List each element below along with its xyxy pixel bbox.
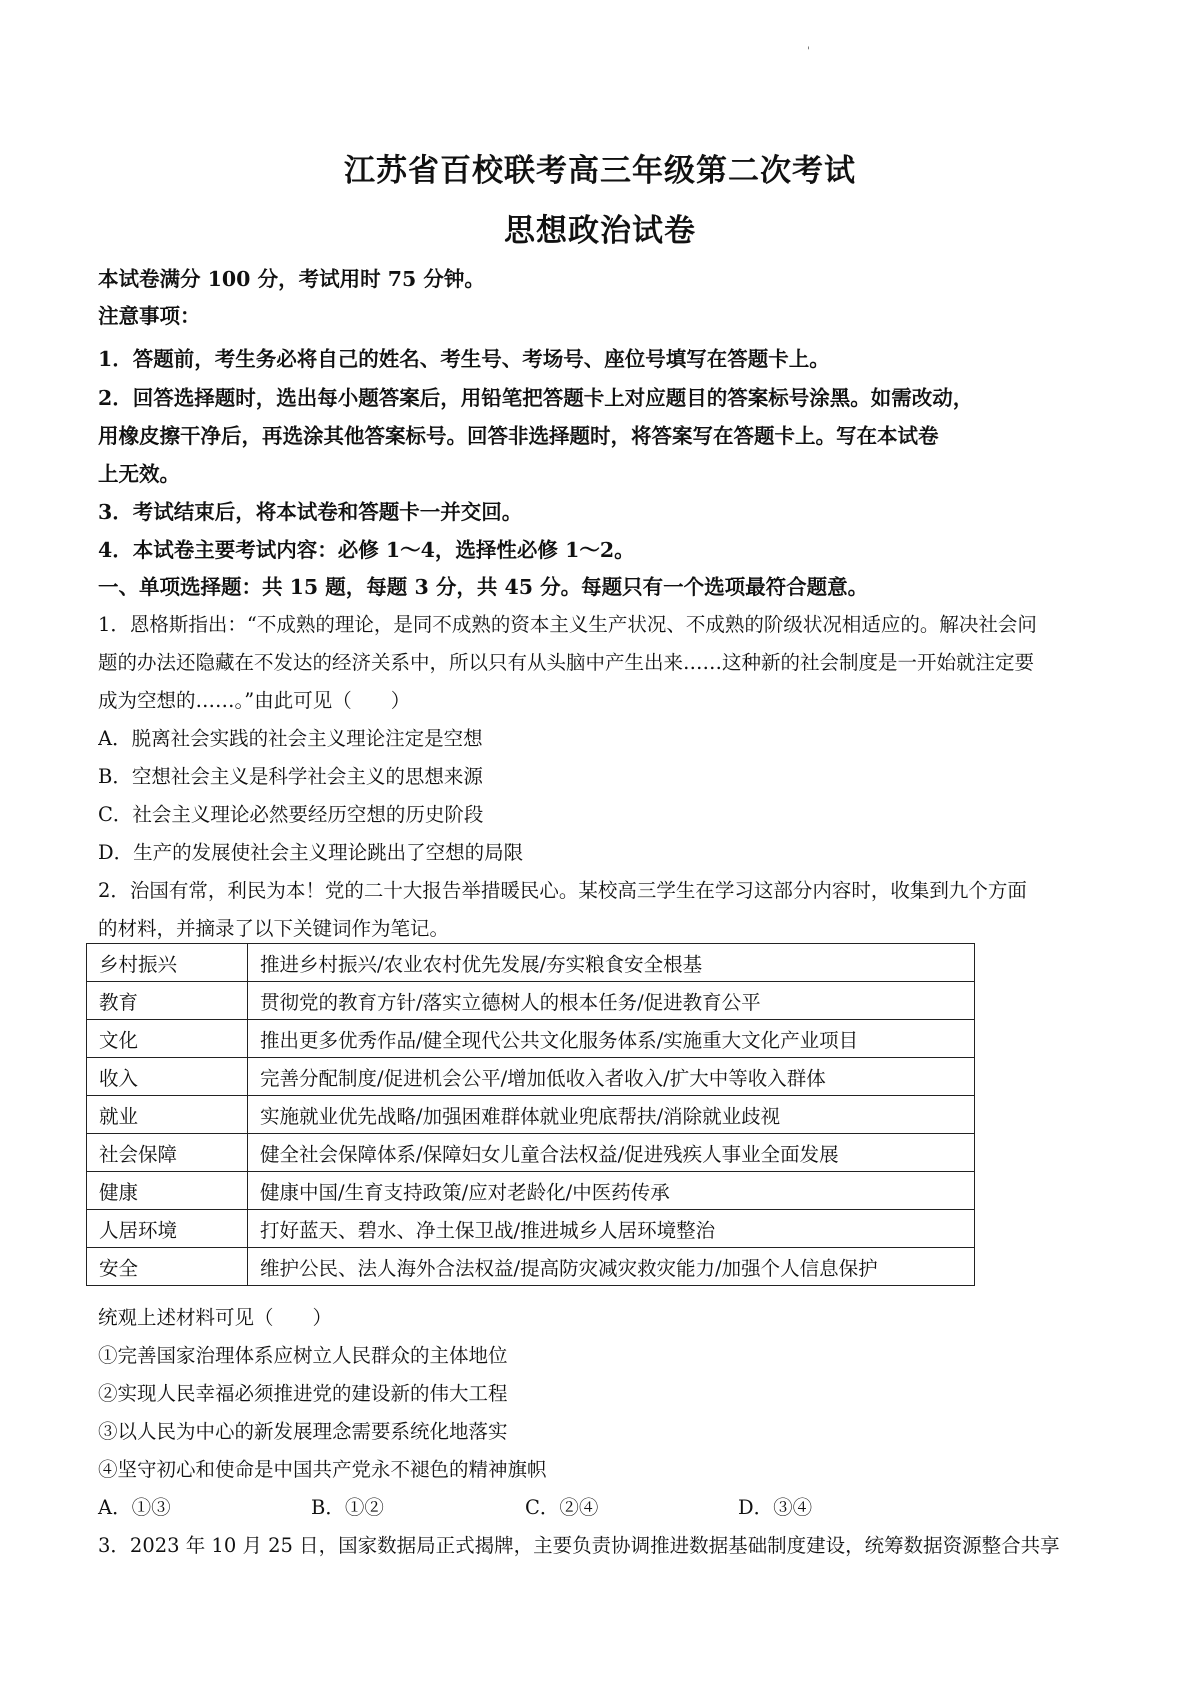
q1-stem-line-2: 题的办法还隐藏在不发达的经济关系中，所以只有从头脑中产生出来……这种新的社会制度是一开始就注定要	[98, 651, 1035, 674]
table-row	[87, 1058, 975, 1096]
notice-item-2-line-1: 2．回答选择题时，选出每小题答案后，用铅笔把答题卡上对应题目的答案标号涂黑。如需改动，	[98, 386, 974, 410]
corner-mark: '	[807, 46, 810, 57]
table-row	[87, 1134, 975, 1172]
q1-option-b: B．空想社会主义是科学社会主义的思想来源	[98, 765, 483, 788]
table-cell-key: 文化	[87, 1020, 248, 1058]
table-cell-key: 收入	[87, 1058, 248, 1096]
table-row	[87, 1210, 975, 1248]
q2-option-b: B．①②	[311, 1496, 384, 1519]
q2-after-table: 统观上述材料可见（ ）	[98, 1306, 333, 1329]
table-cell-value: 贯彻党的教育方针/落实立德树人的根本任务/促进教育公平	[248, 982, 975, 1020]
exam-subtitle: 思想政治试卷	[504, 213, 696, 249]
table-row	[87, 1172, 975, 1210]
q2-stem-line-2: 的材料，并摘录了以下关键词作为笔记。	[98, 917, 450, 940]
table-cell-value: 完善分配制度/促进机会公平/增加低收入者收入/扩大中等收入群体	[248, 1058, 975, 1096]
table-row	[87, 944, 975, 982]
exam-title: 江苏省百校联考高三年级第二次考试	[344, 153, 856, 189]
table-cell-key: 社会保障	[87, 1134, 248, 1172]
table-cell-value: 维护公民、法人海外合法权益/提高防灾减灾救灾能力/加强个人信息保护	[248, 1248, 975, 1286]
table-row	[87, 1096, 975, 1134]
table-cell-key: 就业	[87, 1096, 248, 1134]
q2-option-c: C．②④	[525, 1496, 599, 1519]
table-cell-value: 实施就业优先战略/加强困难群体就业兜底帮扶/消除就业歧视	[248, 1096, 975, 1134]
table-row	[87, 1020, 975, 1058]
q2-statement-3: ③以人民为中心的新发展理念需要系统化地落实	[98, 1420, 508, 1443]
q2-statement-4: ④坚守初心和使命是中国共产党永不褪色的精神旗帜	[98, 1458, 547, 1481]
notice-heading: 注意事项：	[98, 304, 201, 328]
notice-item-2-line-2: 用橡皮擦干净后，再选涂其他答案标号。回答非选择题时，将答案写在答题卡上。写在本试卷	[98, 424, 939, 448]
q1-option-a: A．脱离社会实践的社会主义理论注定是空想	[98, 727, 483, 750]
table-cell-key: 安全	[87, 1248, 248, 1286]
table-cell-value: 推进乡村振兴/农业农村优先发展/夯实粮食安全根基	[248, 944, 975, 982]
exam-intro: 本试卷满分 100 分，考试用时 75 分钟。	[98, 267, 485, 291]
table-cell-value: 健康中国/生育支持政策/应对老龄化/中医药传承	[248, 1172, 975, 1210]
table-cell-key: 乡村振兴	[87, 944, 248, 982]
table-cell-value: 推出更多优秀作品/健全现代公共文化服务体系/实施重大文化产业项目	[248, 1020, 975, 1058]
table-cell-key: 健康	[87, 1172, 248, 1210]
table-cell-key: 人居环境	[87, 1210, 248, 1248]
q1-stem-line-1: 1．恩格斯指出：“不成熟的理论，是同不成熟的资本主义生产状况、不成熟的阶级状况相适应的。解决社会问	[98, 613, 1037, 636]
q2-stem-line-1: 2．治国有常，利民为本！党的二十大报告举措暖民心。某校高三学生在学习这部分内容时，收集到九个方面	[98, 879, 1027, 902]
table-row	[87, 982, 975, 1020]
notice-item-1: 1．答题前，考生务必将自己的姓名、考生号、考场号、座位号填写在答题卡上。	[98, 347, 830, 371]
q2-statement-2: ②实现人民幸福必须推进党的建设新的伟大工程	[98, 1382, 508, 1405]
table-cell-value: 打好蓝天、碧水、净土保卫战/推进城乡人居环境整治	[248, 1210, 975, 1248]
table-cell-key: 教育	[87, 982, 248, 1020]
q1-option-c: C．社会主义理论必然要经历空想的历史阶段	[98, 803, 484, 826]
notice-item-2-line-3: 上无效。	[98, 462, 180, 486]
q2-statement-1: ①完善国家治理体系应树立人民群众的主体地位	[98, 1344, 508, 1367]
q1-stem-line-3: 成为空想的……。”由此可见（ ）	[98, 689, 411, 712]
table-cell-value: 健全社会保障体系/保障妇女儿童合法权益/促进残疾人事业全面发展	[248, 1134, 975, 1172]
notice-item-3: 3．考试结束后，将本试卷和答题卡一并交回。	[98, 500, 523, 524]
q2-option-a: A．①③	[98, 1496, 171, 1519]
notice-item-4: 4．本试卷主要考试内容：必修 1～4，选择性必修 1～2。	[98, 538, 635, 562]
q2-option-d: D．③④	[738, 1496, 813, 1519]
section-1-heading: 一、单项选择题：共 15 题，每题 3 分，共 45 分。每题只有一个选项最符合题意。	[98, 575, 869, 599]
q1-option-d: D．生产的发展使社会主义理论跳出了空想的局限	[98, 841, 524, 864]
q3-stem-line-1: 3．2023 年 10 月 25 日，国家数据局正式揭牌，主要负责协调推进数据基础制度建设，统筹数据资源整合共享	[98, 1534, 1060, 1557]
table-row	[87, 1248, 975, 1286]
keyword-table	[86, 943, 975, 1286]
